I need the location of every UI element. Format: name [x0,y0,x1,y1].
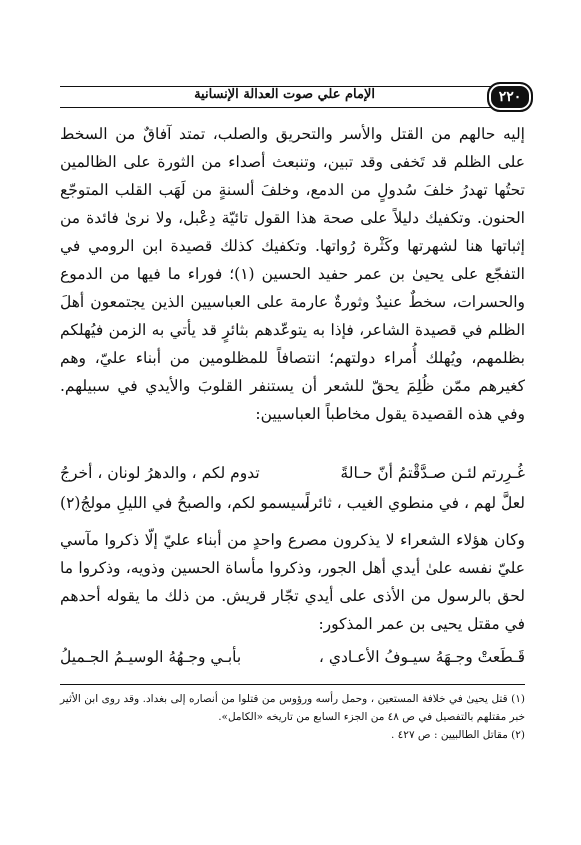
verse-1-first-hemistich: غُـرِرتم لئـن صـدَّقْتمُ أنّ حـالةً [340,464,525,482]
footnote-2: (٢) مقاتل الطالبيين : ص ٤٢٧ . [390,729,525,741]
main-text [60,120,525,428]
footnote-1: (١) قتل يحيىٰ في خلافة المستعين ، وحمل رأسه ورؤوس من قتلوا من أنصاره إلى بغداد. وقد روى ابن الأثير خبر مقتلهم بالتفصيل في ص ٤٨ من الجزء السابع من تاريخه «الكامل». [60,693,525,723]
page-number-badge [487,82,533,112]
page-number: ٢٢٠ [498,89,522,105]
paragraph-2: وكان هؤلاء الشعراء لا يذكرون مصرع واحدٍ من أبناء عليّ إلّا ذكروا مآسي عليّ نفسه علىٰ أيدي أهل الجور، وذكروا مأساة الحسين وذويه، وذكروا ما لحق بالرسول من الأذى على أيدي تجّار قريش. من ذلك ما يقوله أحدهم في مقتل يحيى بن عمر المذكور: [60,531,525,633]
header-title: الإمام علي صوت العدالة الإنسانية [194,87,375,102]
paragraph-1: إليه حالهم من القتل والأسر والتحريق والصلب، تمتد آفاقٌ من السخط على الظلم قد تَخفى وقد تبين، وتنبعث أصداء من الثورة على الظالمين تحتُها تهدرُ خلفَ سُدولٍ من الدمع، وخلفَ ألسنةٍ من لَهَب القلب المتوجّع الحنون. وتكفيك دليلاً على صحة هذا القول تائيّة دِعْبل، ولا نرىٰ فائدة من إثباتها هنا لشهرتها وكَثْرة رُواتها. وتكفيك كذلك قصيدة ابن الرومي في التفجّع على يحيىٰ بن عمر حفيد الحسين (١)؛ فوراء ما فيها من الدموع والحسرات، سخطٌ عنيدٌ وثورةٌ عارمة على العباسيين الذين يجتمعون أهلَ الظلم في قصيدة الشاعر، فإذا به يتوعّدهم بثائرٍ قد يأتي به الزمن فيُهلكم بظلمهم، ويُهلك أُمراء دولتهم؛ انتصافاً للمظلومين من أبناء عليّ، وهم كغيرهم ممّن ظُلِمَ يحقّ للشعر أن يستنفر القلوبَ والأيدي في سبيلهم. وفي هذه القصيدة يقول مخاطباً العباسيين: [60,125,525,423]
verse-1 [60,464,525,492]
verse-2-first-hemistich: لعلَّ لهم ، في منطوي الغيب ، ثائراً [305,494,525,512]
verse-1-second-hemistich: تدوم لكم ، والدهرُ لونان ، أخرجُ [60,464,260,482]
verse-2 [60,494,525,522]
verse-3 [60,648,525,676]
main-text-2 [60,526,525,638]
footnotes [60,690,525,744]
verse-3-second-hemistich: بأبـي وجـهُهُ الوسيـمُ الجـميلُ [60,648,242,666]
verse-2-second-hemistich: سيسمو لكم، والصبحُ في الليلِ مولجُ(٢) [60,494,309,512]
footnote-separator [60,684,525,685]
verse-3-first-hemistich: قَـطَعتْ وجـهَهُ سيـوفُ الأعـادي ، [318,648,525,666]
running-header [60,78,525,112]
